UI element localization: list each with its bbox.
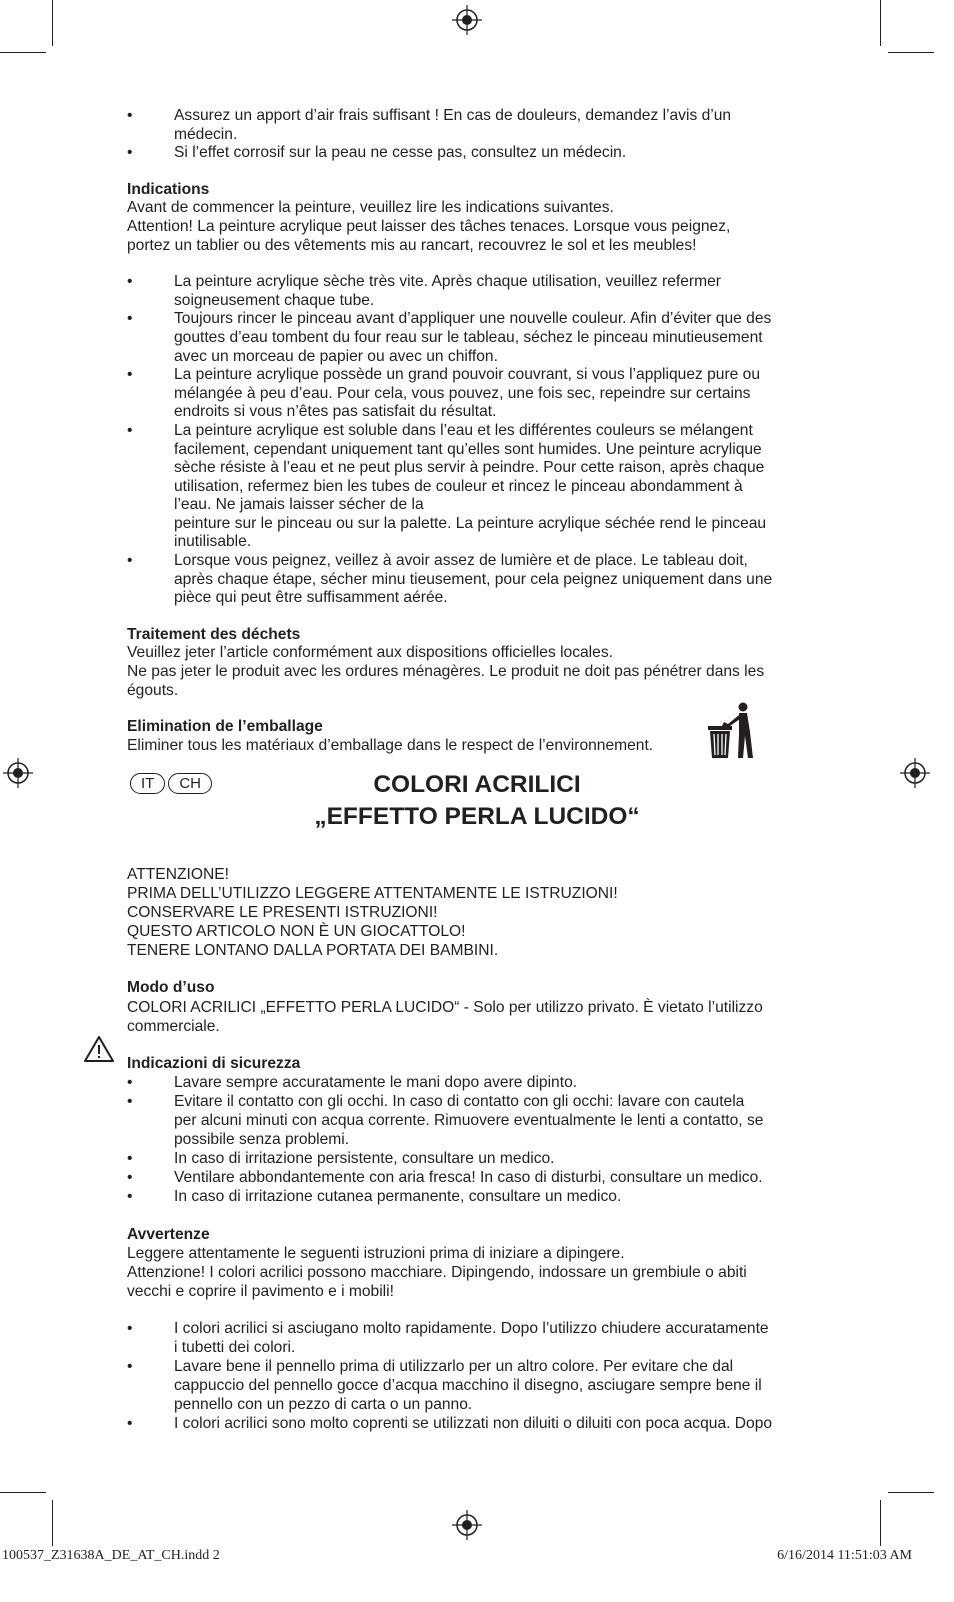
warning-triangle-icon [83,1035,115,1063]
list-item [127,552,827,608]
list-item [127,422,827,552]
bullet-marker: • [127,1092,133,1110]
text-line: Leggere attentamente le seguenti istruzioni prima di iniziare a dipingere. [127,1244,625,1262]
crop-mark [52,0,53,46]
crop-mark [0,1492,46,1493]
list-item-line: médecin. [174,125,238,143]
warning-line: CONSERVARE LE PRESENTI ISTRUZIONI! [127,904,438,922]
country-badge-ch: CH [168,773,212,794]
list-item [127,1357,847,1414]
list-item-line: In caso di irritazione cutanea permanente, consultare un medico. [174,1188,622,1206]
list-item-line: Lavare sempre accuratamente le mani dopo avere dipinto. [174,1073,578,1091]
list-item-line: sèche résiste à l’eau et ne peut plus servir à peindre. Pour cette raison, après chaque [174,459,765,477]
crop-mark [888,52,934,53]
intro-bullet-list [127,107,827,163]
list-item-line: cappuccio del pennello gocce d’acqua macchino il disegno, asciugare sempre bene il [174,1377,762,1395]
warning-line: ATTENZIONE! [127,866,229,883]
packaging-text: Eliminer tous les matériaux d’emballage dans le respect de l’environnement. [127,736,654,754]
notes-bullet-list [127,1319,847,1434]
country-badge-it: IT [130,773,165,794]
bullet-marker: • [127,1319,133,1337]
list-item [127,1073,847,1092]
list-item [127,144,827,163]
crop-mark [880,0,881,46]
bullet-marker: • [127,552,133,570]
list-item-line: Toujours rincer le pinceau avant d’appliquer une nouvelle couleur. Afin d’éviter que des [174,310,772,328]
list-item-line: possibile senza problemi. [174,1131,350,1149]
list-item-line: Lavare bene il pennello prima di utilizzarlo per un altro colore. Per evitare che dal [174,1358,734,1376]
indications-heading: Indications [127,180,210,198]
list-item-line: avec un morceau de papier ou avec un chiffon. [174,347,498,365]
list-item-line: La peinture acrylique sèche très vite. Après chaque utilisation, veuillez refermer [174,273,721,291]
list-item [127,273,827,310]
warning-line: QUESTO ARTICOLO NON È UN GIOCATTOLO! [127,923,466,941]
bullet-marker: • [127,1188,133,1206]
footer-timestamp: 6/16/2014 11:51:03 AM [777,1548,912,1563]
bullet-marker: • [127,273,133,291]
waste-text [127,644,827,700]
list-item-line: soigneusement chaque tube. [174,291,375,309]
list-item [127,366,827,422]
warning-line: TENERE LONTANO DALLA PORTATA DEI BAMBINI. [127,942,499,960]
trash-bin-icon [706,702,756,760]
registration-mark-icon [452,5,482,35]
list-item-line: pièce qui peut être suffisamment aérée. [174,589,448,607]
list-item-line: I colori acrilici sono molto coprenti se utilizzati non diluiti o diluiti con poca acqua. Dopo [174,1415,773,1433]
list-item [127,1319,847,1357]
list-item-line: facilement, cependant uniquement tant qu’elles sont humides. Une peinture acrylique [174,440,762,458]
list-item-line: utilisation, refermez bien les tubes de couleur et rincez le pinceau abondamment à [174,477,743,495]
list-item [127,1187,847,1206]
list-item [127,1149,847,1168]
bullet-marker: • [127,144,133,162]
title-line: „EFFETTO PERLA LUCIDO“ [314,803,640,830]
french-section [127,107,827,755]
notes-heading: Avvertenze [127,1225,210,1243]
text-line: égouts. [127,681,179,699]
list-item [127,310,827,366]
footer-file-name: 100537_Z31638A_DE_AT_CH.indd 2 [2,1548,220,1563]
warning-text [127,865,847,960]
waste-heading: Traitement des déchets [127,625,301,643]
list-item-line: après chaque étape, sécher minu tieusement, pour cela peignez uniquement dans une [174,570,773,588]
warning-line: PRIMA DELL’UTILIZZO LEGGERE ATTENTAMENTE LE ISTRUZIONI! [127,885,618,903]
bullet-marker: • [127,421,133,439]
italian-title [0,769,954,833]
crop-mark [0,52,46,53]
usage-heading: Modo d’uso [127,979,215,997]
indications-bullet-list [127,273,827,608]
list-item-line: I colori acrilici si asciugano molto rapidamente. Dopo l’utilizzo chiudere accuratamente [174,1319,769,1337]
title-line: COLORI ACRILICI [373,771,581,798]
bullet-marker: • [127,107,133,124]
list-item-line: per alcuni minuti con acqua corrente. Rimuovere eventualmente le lenti a contatto, se [174,1112,764,1130]
crop-mark [52,1500,53,1546]
list-item-line: Lorsque vous peignez, veillez à avoir assez de lumière et de place. Le tableau doit, [174,552,748,570]
bullet-marker: • [127,1169,133,1187]
list-item-line: gouttes d’eau tombent du four reau sur le tableau, séchez le pinceau minutieusement [174,328,763,346]
text-line: portez un tablier ou des vêtements mis au rancart, recouvrez le sol et les meubles! [127,236,697,254]
list-item-line: Ventilare abbondantemente con aria fresca! In caso di disturbi, consultare un medico. [174,1169,763,1187]
usage-text [127,998,847,1036]
list-item-line: peinture sur le pinceau ou sur la palette. La peinture acrylique séchée rend le pinceau [174,514,767,532]
text-line: Ne pas jeter le produit avec les ordures ménagères. Le produit ne doit pas pénétrer dans les [127,663,765,681]
notes-text [127,1244,847,1301]
text-line: COLORI ACRILICI „EFFETTO PERLA LUCIDO“ - Solo per utilizzo privato. È vietato l’utilizzo [127,998,763,1016]
text-line: vecchi e coprire il pavimento e i mobili! [127,1282,394,1300]
crop-mark [888,1492,934,1493]
text-line: Attention! La peinture acrylique peut laisser des tâches tenaces. Lorsque vous peignez, [127,217,731,235]
list-item [127,1414,847,1433]
safety-heading: Indicazioni di sicurezza [127,1054,301,1072]
list-item-line: La peinture acrylique possède un grand pouvoir couvrant, si vous l’appliquez pure ou [174,366,761,384]
packaging-heading: Elimination de l’emballage [127,718,323,736]
crop-mark [880,1500,881,1546]
list-item-line: La peinture acrylique est soluble dans l’eau et les différentes couleurs se mélangent [174,421,753,439]
list-item-line: Evitare il contatto con gli occhi. In caso di contatto con gli occhi: lavare con cautela [174,1092,745,1110]
list-item-line: Assurez un apport d’air frais suffisant ! En cas de douleurs, demandez l’avis d’un [174,107,732,124]
list-item-line: mélangée à peu d’eau. Pour cela, vous pouvez, une fois sec, repeindre sur certains [174,384,751,402]
list-item-line: i tubetti dei colori. [174,1338,296,1356]
bullet-marker: • [127,1073,133,1091]
bullet-marker: • [127,1415,133,1433]
list-item [127,1092,847,1149]
list-item-line: l’eau. Ne jamais laisser sécher de la [174,496,424,514]
list-item-line: Si l’effet corrosif sur la peau ne cesse pas, consultez un médecin. [174,144,627,162]
bullet-marker: • [127,1358,133,1376]
text-line: Attenzione! I colori acrilici possono macchiare. Dipingendo, indossare un grembiule o abiti [127,1263,747,1281]
bullet-marker: • [127,1150,133,1168]
list-item [127,1168,847,1187]
bullet-marker: • [127,366,133,384]
text-line: Avant de commencer la peinture, veuillez lire les indications suivantes. [127,199,614,217]
safety-bullet-list [127,1073,847,1207]
list-item-line: pennello con un pezzo di carta o un panno. [174,1396,473,1414]
text-line: Veuillez jeter l’article conformément aux dispositions officielles locales. [127,644,613,662]
list-item [127,107,827,144]
text-line: commerciale. [127,1017,220,1035]
list-item-line: endroits si vous n’êtes pas satisfait du résultat. [174,403,497,421]
registration-mark-icon [452,1510,482,1540]
list-item-line: In caso di irritazione persistente, consultare un medico. [174,1150,555,1168]
italian-section [127,865,847,1433]
list-item-line: inutilisable. [174,533,252,551]
indications-text [127,199,827,255]
bullet-marker: • [127,310,133,328]
